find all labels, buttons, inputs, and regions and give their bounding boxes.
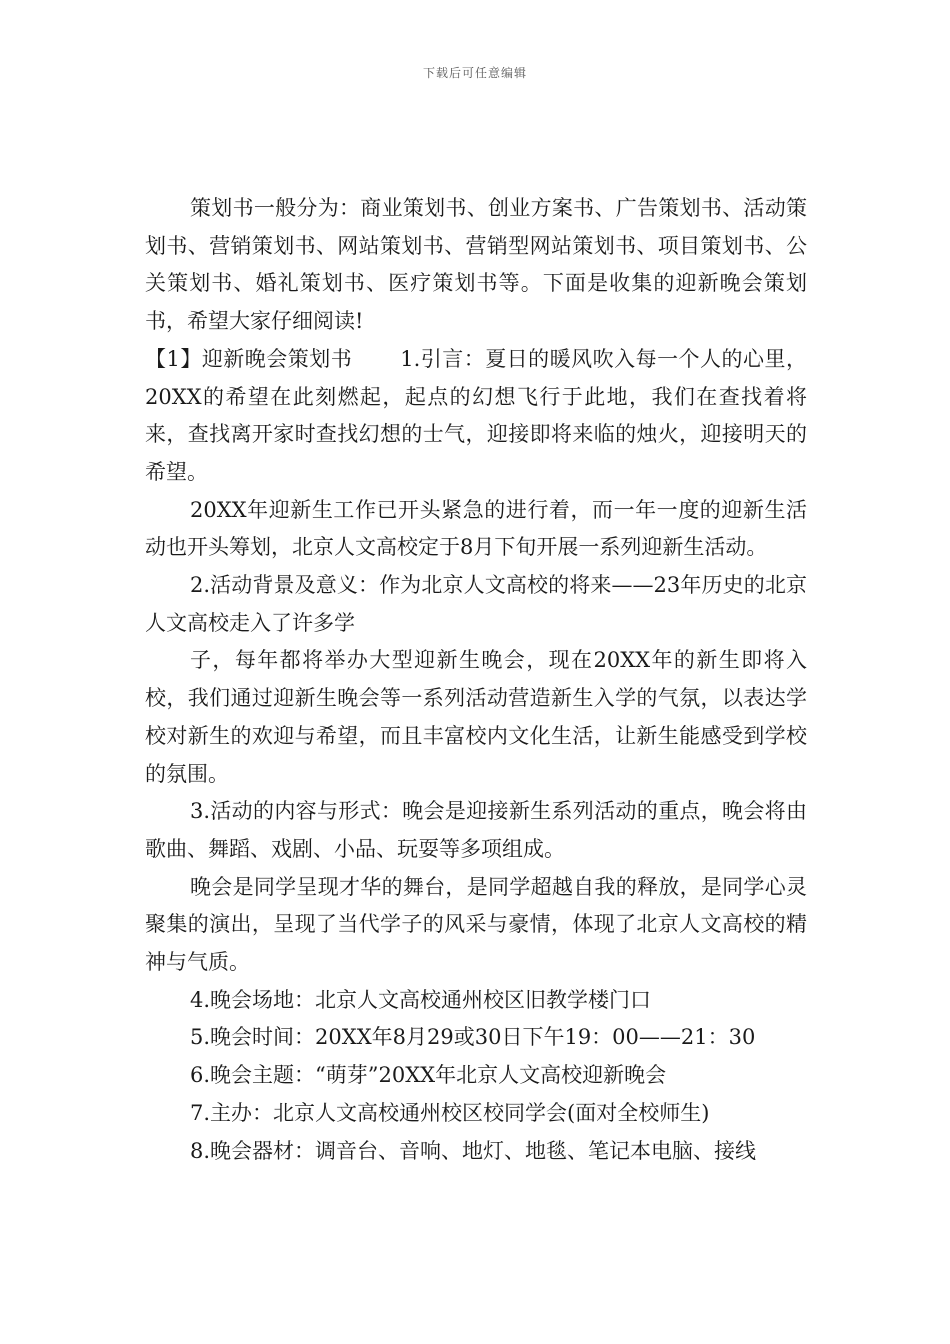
venue-paragraph: 4.晚会场地：北京人文高校通州校区旧教学楼门口 xyxy=(190,987,652,1012)
background-paragraph: 2.活动背景及意义：作为北京人文高校的将来——23年历史的北京人文高校走入了许多学 xyxy=(145,573,807,635)
host-paragraph: 7.主办：北京人文高校通州校区校同学会(面对全校师生) xyxy=(190,1100,710,1125)
page-header-note: 下载后可任意编辑 xyxy=(422,66,527,80)
intro-paragraph: 策划书一般分为：商业策划书、创业方案书、广告策划书、活动策划书、营销策划书、网站策划书、营销型网站策划书、项目策划书、公关策划书、婚礼策划书、医疗策划书等。下面是收集的迎新晚会策划书，希望大家仔细阅读! xyxy=(145,196,807,334)
document-body xyxy=(145,190,807,1170)
stage-paragraph: 晚会是同学呈现才华的舞台，是同学超越自我的释放，是同学心灵聚集的演出，呈现了当代学子的风采与豪情，体现了北京人文高校的精神与气质。 xyxy=(145,874,807,975)
recruit-paragraph: 20XX年迎新生工作已开头紧急的进行着，而一年一度的迎新生活动也开头筹划，北京人文高校定于8月下旬开展一系列迎新生活动。 xyxy=(145,497,807,560)
section-intro-text: 1.引言：夏日的暖风吹入每一个人的心里，20XX的希望在此刻燃起，起点的幻想飞行于此地，我们在查找着将来，查找离开家时查找幻想的士气，迎接即将来临的烛火，迎接明天的希望。 xyxy=(145,346,807,484)
section-marker: 【1】迎新晚会策划书 xyxy=(145,346,353,371)
theme-paragraph: 6.晚会主题：“萌芽”20XX年北京人文高校迎新晚会 xyxy=(190,1063,667,1088)
section-heading-paragraph xyxy=(145,341,807,492)
time-paragraph: 5.晚会时间：20XX年8月29或30日下午19：00——21：30 xyxy=(190,1025,756,1050)
equipment-paragraph: 8.晚会器材：调音台、音响、地灯、地毯、笔记本电脑、接线 xyxy=(190,1138,757,1163)
background-continued-paragraph: 子，每年都将举办大型迎新生晚会，现在20XX年的新生即将入校，我们通过迎新生晚会等一系列活动营造新生入学的气氛，以表达学校对新生的欢迎与希望，而且丰富校内文化生活，让新生能感受到学校的氛围。 xyxy=(145,648,807,786)
content-paragraph: 3.活动的内容与形式：晚会是迎接新生系列活动的重点，晚会将由歌曲、舞蹈、戏剧、小品、玩耍等多项组成。 xyxy=(145,799,807,861)
